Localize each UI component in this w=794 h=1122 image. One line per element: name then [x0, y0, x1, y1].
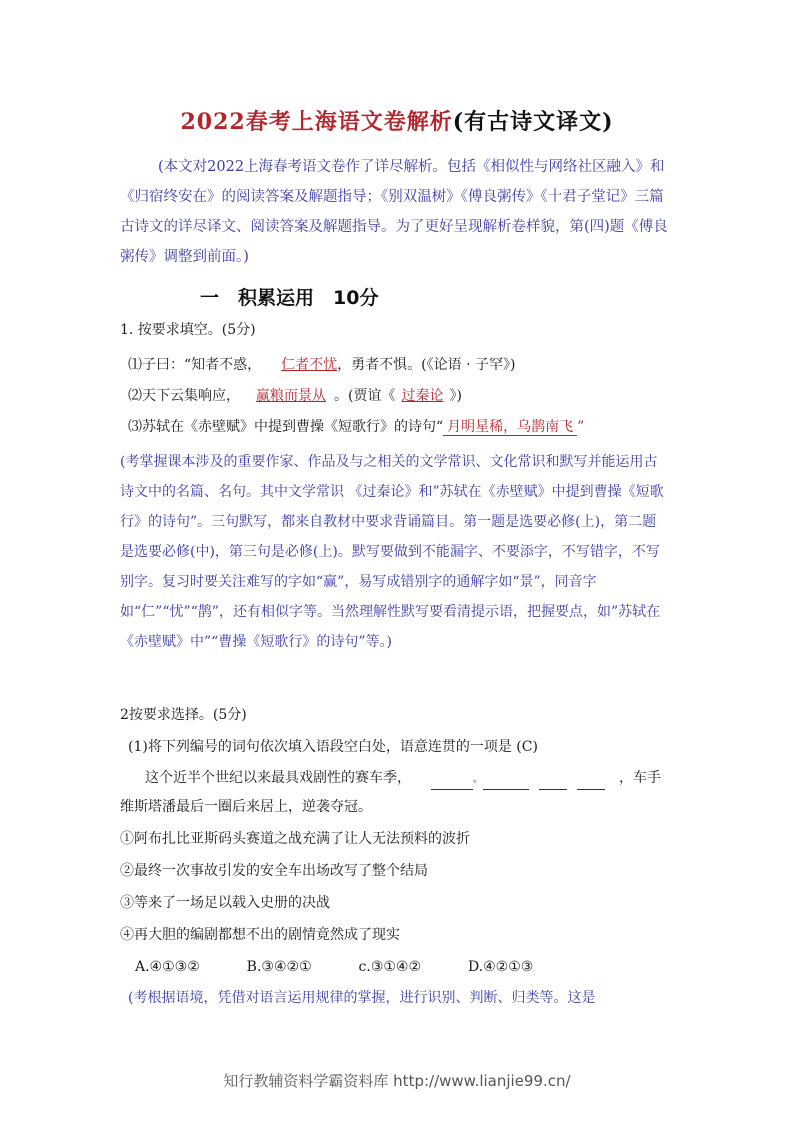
choice-b: B.③④②① [246, 959, 312, 975]
page-title [0, 105, 794, 136]
option-3: ③等来了一场足以载入史册的决战 [120, 895, 330, 911]
choice-a: A.④①③② [135, 959, 200, 975]
answer-3: 过秦论 [401, 388, 444, 404]
title-suffix: (有古诗文译文) [452, 109, 614, 135]
blank-2 [483, 775, 529, 790]
page-footer: 知行教辅资料学霸资料库 http://www.lianjie99.cn/ [223, 1072, 571, 1090]
option-4: ④再大胆的编剧都想不出的剧情竟然成了现实 [120, 927, 400, 943]
section-heading: 一 积累运用 10分 [200, 287, 379, 309]
choice-list [135, 957, 533, 977]
blank-3 [539, 775, 567, 790]
question-1-label: 1. 按要求填空。(5分) [120, 322, 256, 338]
blank-4 [577, 775, 605, 790]
answer-1: 仁者不忧 [281, 357, 338, 373]
question-2-passage: 这个近半个世纪以来最具戏剧性的赛车季， 。 ，车手 [145, 768, 661, 790]
question-1-note: (考掌握课本涉及的重要作家、作品及与之相关的文学常识、文化常识和默写并能运用古诗文中的名篇、名句。其中文学常识 《过秦论》和”苏轼在《赤壁赋》中提到曹操《短歌行》的诗句”。三句默写，都来自教材中要求背诵篇目。第一题是选要必修(上)，第二题是选要必修(中)，第三句是必修(上)。默写要做到不能漏字、不要添字，不写错字，不写别字。复习时要关注难写的字如“赢”，易写成错别字的通解字如“景”，同音字如“仁”“忧”“鹊”，还有相似字等。当然理解性默写要看清提示语，把握要点，如”苏轼在《赤壁赋》中”“曹操《短歌行》的诗句”等。) [120, 454, 664, 650]
title-main: 2022春考上海语文卷解析 [180, 109, 453, 135]
question-2-item-1: (1)将下列编号的词句依次填入语段空白处，语意连贯的一项是 (C) [128, 739, 538, 755]
question-2-label: 2按要求选择。(5分) [120, 707, 247, 723]
option-2: ②最终一次事故引发的安全车出场改写了整个结局 [120, 863, 428, 879]
question-2-note: (考根据语境，凭借对语言运用规律的掌握，进行识别、判断、归类等。这是 [128, 990, 596, 1006]
question-1-item-2: ⑵天下云集响应， 赢粮而景从 。(贾谊《 过秦论 》) [128, 388, 462, 404]
answer-4: 月明星稀，乌鹊南飞 [443, 419, 577, 436]
intro-paragraph: (本文对2022上海春考语文卷作了详尽解析。包括《相似性与网络社区融入》和《归宿终安在》的阅读答案及解题指导；《别双温树》《傅良粥传》《十君子堂记》三篇古诗文的详尽译文、阅读答案及解题指导。为了更好呈现解析卷样貌，第(四)题《傅良粥传》调整到前面。) [120, 159, 668, 265]
option-1: ①阿布扎比亚斯码头赛道之战充满了让人无法预料的波折 [120, 831, 470, 847]
blank-1 [431, 775, 473, 790]
choice-d: D.④②①③ [467, 959, 534, 975]
question-2-passage-cont: 维斯塔潘最后一圈后来居上，逆袭夺冠。 [120, 799, 372, 815]
choice-c: c.③①④② [358, 959, 422, 975]
question-1-item-3: ⑶苏轼在《赤壁赋》中提到曹操《短歌行》的诗句“ 月明星稀，乌鹊南飞 ” [128, 419, 585, 435]
answer-2: 赢粮而景从 [256, 388, 326, 404]
question-1-item-1: ⑴子曰：“知者不惑， 仁者不忧，勇者不惧。(《论语 · 子罕》) [128, 357, 516, 373]
